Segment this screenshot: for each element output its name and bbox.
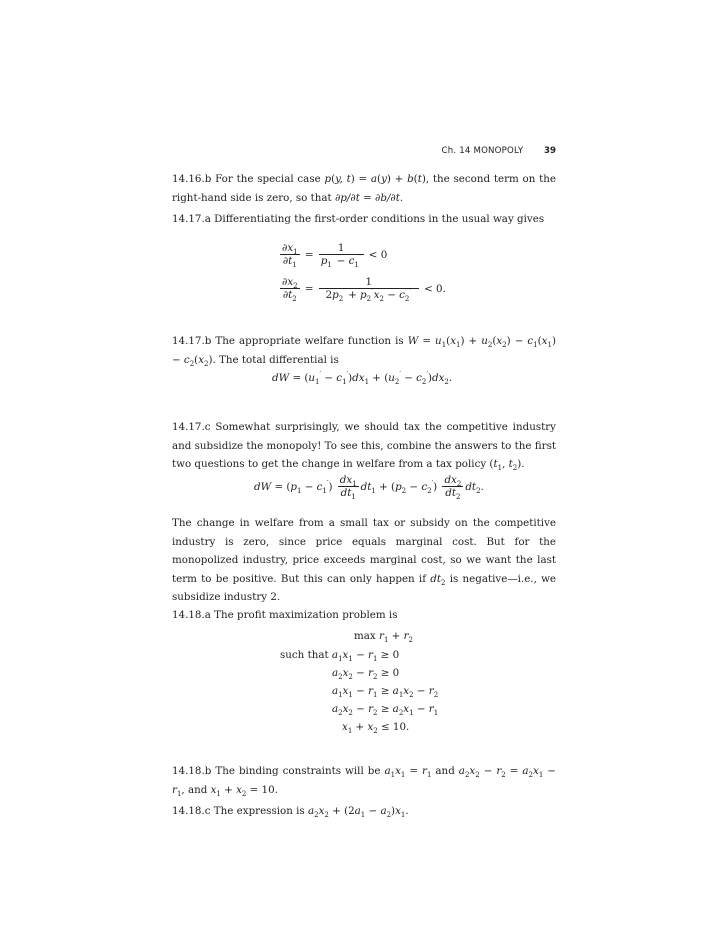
para-label: 14.17.b: [172, 335, 212, 347]
paragraph-14-17-a: [172, 210, 556, 229]
para-label: 14.17.a: [172, 213, 211, 225]
equation-dx2-dt2: $\frac{\partial x_2}{\partial t_2}$ = $\frac{1}{2p_2' + p_2''x_2 - c_2''}$ < 0.: [282, 276, 446, 304]
paragraph-14-17-b: 14.17.b The appropriate welfare function is $W = u_1(x_1) + u_2(x_2) - c_1(x_1) - c_2(x_2)$. The total differential is: [172, 335, 556, 368]
equation-constraint-5: $x_1 + x_2 \le 10$.: [342, 721, 410, 736]
equation-dW-tax: dW = $(p_1 - c_1')$ $\frac{dx_1}{dt_1}$ $dt_1 + (p_2 - c_2')$ $\frac{dx_2}{dt_2}$ $dt_2$.: [254, 474, 484, 502]
equation-constraint-4: $a_2x_2 - r_2 \ge a_2x_1 - r_1$: [332, 703, 439, 718]
page-number: 39: [544, 146, 556, 156]
para-text: The profit maximization problem is: [214, 609, 398, 621]
equation-constraint-1: such that $a_1x_1 - r_1 \ge 0$: [280, 649, 400, 664]
paragraph-14-18-a: [172, 606, 556, 625]
equation-dx1-dt1: $\frac{\partial x_1}{\partial t_1}$ = $\frac{1}{p_1' - c_1''}$ < 0: [282, 242, 388, 270]
equation-dW-total: dW = $(u_1' - c_1')dx_1 + (u_2' - c_2')dx_2$.: [272, 370, 453, 387]
paragraph-welfare-change: The change in welfare from a small tax or subsidy on the competitive industry is zero, since price equals marginal cost. But for the monopolized industry, price exceeds marginal cost, so we want the last term to be positive. But this can only happen if $dt_2$ is negative—i.e., we subsidize industry 2.: [172, 517, 556, 603]
para-label: 14.17.c: [172, 421, 211, 433]
para-label: 14.16.b: [172, 173, 212, 185]
para-label: 14.18.c: [172, 805, 211, 817]
equation-constraint-2: $a_2x_2 - r_2 \ge 0$: [332, 667, 400, 682]
running-header: [172, 146, 556, 160]
para-text: Differentiating the first-order conditions in the usual way gives: [214, 213, 545, 225]
para-label: 14.18.b: [172, 765, 212, 777]
chapter-title: Ch. 14 MONOPOLY: [441, 146, 524, 156]
page: [172, 0, 556, 942]
equation-max: $\max r_1 + r_2$: [354, 630, 413, 645]
para-label: 14.18.a: [172, 609, 211, 621]
equation-constraint-3: $a_1x_1 - r_1 \ge a_1x_2 - r_2$: [332, 685, 439, 700]
paragraph-14-18-b: 14.18.b The binding constraints will be $a_1x_1 = r_1$ and $a_2x_2 - r_2 = a_2x_1 - r_1$, and $x_1 + x_2 = 10$.: [172, 765, 556, 798]
paragraph-14-16-b: 14.16.b For the special case p(y, t) = a(y) + b(t), the second term on the right-hand side is zero, so that ∂p/∂t = ∂b/∂t.: [172, 173, 556, 204]
paragraph-14-18-c: 14.18.c The expression is $a_2x_2 + (2a_1 - a_2)x_1$.: [172, 805, 409, 820]
paragraph-14-17-c: 14.17.c Somewhat surprisingly, we should tax the competitive industry and subsidize the monopoly! To see this, combine the answers to the first two questions to get the change in welfare from a tax policy ($t_1$, $t_2$).: [172, 421, 556, 473]
